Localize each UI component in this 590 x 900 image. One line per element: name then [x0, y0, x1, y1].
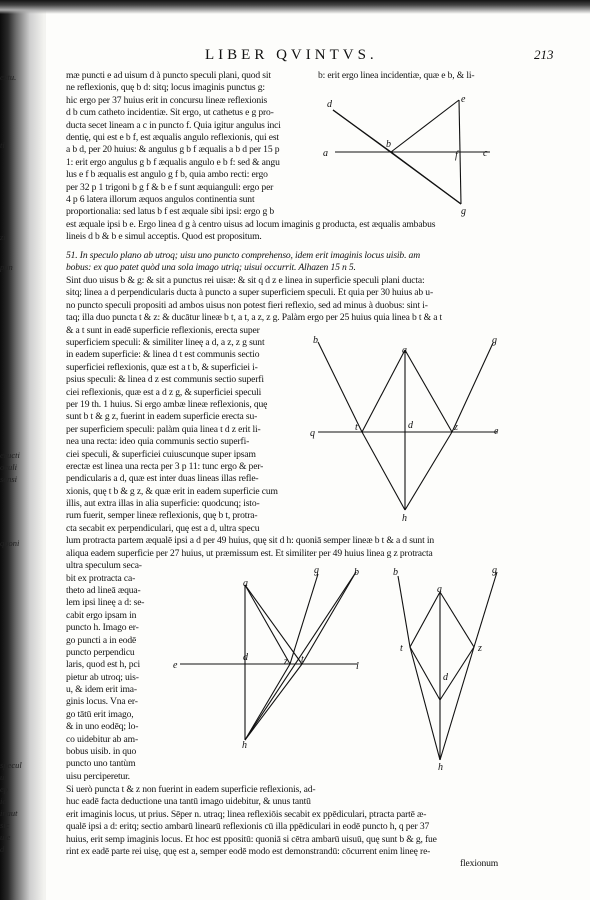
text-line: & in uno eodēq; lo-	[66, 721, 139, 733]
text-line: lineis d b & b e simul acceptis. Quod est propositum.	[66, 231, 262, 243]
text-line: in eadem superficie: & linea d t est communis sectio	[66, 349, 260, 361]
fig2-label: q	[310, 428, 315, 439]
text-line: cabit ergo ipsam in	[66, 609, 137, 621]
fig2-label: d	[408, 420, 413, 431]
fig3-label: e	[173, 660, 178, 671]
text-line: huc eadē facta deductione una tantū imago uidebitur, & unus tantū	[66, 796, 311, 808]
margin-note: pun	[0, 262, 13, 272]
text-line: u, & idem erit ima-	[66, 684, 137, 696]
margin-note: id	[0, 796, 7, 806]
text-line: psius speculi: & linea d z est communis sectio superfi	[66, 374, 264, 386]
text-line: ne reflexionis, quę b d: sitq; locus imaginis punctus g:	[66, 82, 265, 94]
text-line: xionis, quę t b & g z, & quæ erit in eadem superficie cum	[66, 485, 278, 497]
margin-note: ti	[0, 140, 5, 150]
text-line: pendicularis a d, quæ est inter duas lineas illas refle-	[66, 473, 259, 485]
text-line: puncto uno tantùm	[66, 758, 136, 770]
text-line: nea una recta: ideo quia communis sectio superfi-	[66, 436, 250, 448]
text-line: est æquale ipsi b e. Ergo linea d g à centro uisus ad locum imaginis g producta, est æqualis ambabus	[66, 218, 436, 230]
text-line: per superficiem speculi: palàm quia linea t d z erit li-	[66, 423, 261, 435]
margin-note: ep	[0, 784, 9, 794]
margin-note: inaut	[0, 808, 18, 818]
text-line: bobus: ex quo patet quòd una sola imago utriq; uisui occurrit. Alhazen 15 n 5.	[66, 262, 356, 274]
text-line: 4 p 6 latera illorum æquos angulos continentia sunt	[66, 193, 255, 205]
fig4-label: b	[393, 567, 398, 578]
text-line: ultra speculum seca-	[66, 560, 142, 572]
fig2-label: a	[402, 345, 407, 356]
text-line: ciei speculi, & superficiei cuiuscunque super ipsam	[66, 448, 256, 460]
text-line: go tātū erit imago,	[66, 708, 134, 720]
fig2-label: z	[454, 422, 458, 433]
text-line: bit ex protracta ca-	[66, 572, 136, 584]
fig2-label: h	[402, 513, 407, 524]
text-line: rint ex eadē parte rei uisę, quę est a, semper eodē modo est demonstrandū: cōcurrent enim lineę re-	[66, 845, 431, 857]
fig1-label: f	[455, 150, 458, 161]
text-line: per 32 p 1 trigoni b g f & b e f sunt æquianguli: ergo per	[66, 181, 274, 193]
text-line: taq; illa duo puncta t & z: & ducātur lineæ b t, a t, a z, z g. Palàm ergo per 25 huius quia linea b t & a t	[66, 312, 443, 324]
text-line: a b d, per 20 huius: & angulus g b f æqualis a b d per 15 p	[66, 144, 280, 156]
fig2-label: e	[494, 426, 499, 437]
text-block-1-tail: b: erit ergo linea incidentiæ, quæ e b, & li-	[318, 70, 475, 81]
text-line: go puncti a in eodē	[66, 634, 137, 646]
text-line: Si uerò puncta t & z non fuerint in eadem superficie reflexionis, ad-	[66, 784, 316, 795]
text-line: dentię, qui est e b f, est æqualis angulo reflexionis, qui est	[66, 131, 279, 143]
margin-note: oculi	[0, 462, 17, 472]
text-line: per 19 th. 1 huius. Si ergo ambæ lineæ reflexionis, quę	[66, 398, 268, 410]
margin-note: d	[0, 844, 5, 854]
margin-note: quoni	[0, 538, 20, 548]
text-line: ciei reflexionis, quæ est a d z g, & superficiei speculi	[66, 386, 262, 398]
fig4-label: t	[400, 643, 403, 654]
text-line: lus e f b æqualis est angulo g f b, quia ambo recti: ergo	[66, 169, 268, 181]
fig1-label: e	[461, 94, 466, 105]
text-line: lum protracta partem æqualē ipsi a d per 49 huius, quę sit d h: quoniā semper lineæ b t & a d sunt in	[66, 535, 434, 547]
text-line: lem ipsi lineę a d: se-	[66, 597, 145, 609]
text-line: qualē ipsi a d: eritq; sectio ambarū linearū reflexionis cū illa ppēdiculari in eodē puncto h, q per 37	[66, 821, 430, 833]
text-line: Sint duo uisus b & g: & sit a punctus rei uisæ: & sit q d z e linea in superficie speculi plani ducta:	[66, 275, 425, 286]
fig1-label: g	[461, 206, 466, 217]
text-line: rum fuerit, semper lineæ reflexionis, quę b t, protra-	[66, 510, 258, 522]
fig3-label: l	[356, 661, 359, 672]
text-line: no puncto speculi propositi ad ambos uisus non potest fieri reflexio, sed ad minus à duobus: sint i-	[66, 299, 428, 311]
text-line: erectæ est linea una recta per 3 p 11: tunc ergo & per-	[66, 460, 264, 472]
text-line: pietur ab utroq; uis-	[66, 671, 139, 683]
text-line: ginis locus. Vna er-	[66, 696, 138, 708]
text-line: mæ puncti e ad uisum d à puncto speculi plani, quod sit	[66, 70, 271, 81]
text-line: huius, erit semp imaginis locus. Et hoc est ppositū: quoniā si cētra ambarū uisuū, quę sunt b & g, fue	[66, 833, 437, 845]
fig3-label: d	[243, 652, 248, 663]
running-header: LIBER QVINTVS.	[205, 47, 378, 63]
margin-note: specul	[0, 760, 22, 770]
text-line: laris, quod est h, pci	[66, 659, 140, 671]
margin-note: zi	[0, 232, 6, 242]
fig2-label: b	[313, 335, 318, 346]
margin-note: sensi	[0, 474, 17, 484]
text-line: d b cum catheto incidentiæ. Sit ergo, ut cathetus e g pro-	[66, 107, 274, 119]
text-line: & a t sunt in eadē superficie reflexionis, erecta super	[66, 324, 260, 336]
text-line: theto ad lineā æqua-	[66, 584, 141, 596]
text-line: superficiem speculi: & similiter lineę a d, a z, z g sunt	[66, 336, 265, 348]
text-line: 51. In speculo plano ab utroq; uisu uno puncto comprehenso, idem erit imaginis locus uisib. am	[66, 250, 420, 261]
text-line: co uidebitur ab am-	[66, 733, 139, 745]
text-line: illis, aut extra illas in alia superficie: quodcunq; isto-	[66, 498, 260, 510]
fig4-lines	[398, 572, 497, 760]
text-line: aliqua eadem superficie per 27 huius, ut præmissum est. Et similiter per 49 huius linea g z protracta	[66, 547, 433, 559]
catchword: flexionum	[460, 858, 499, 870]
fig2-label: t	[355, 422, 358, 433]
text-line: cta secabit ex perpendiculari, quę est a d, ultra specu	[66, 522, 260, 534]
text-line: hic ergo per 37 huius erit in concursu lineæ reflexionis	[66, 94, 268, 106]
fig1-label: c	[483, 148, 488, 159]
fig2-label: g	[492, 335, 497, 346]
fig4-label: h	[438, 762, 443, 773]
text-line: superficiei reflexionis, quæ est a t b, & superficiei i-	[66, 361, 258, 373]
fig3-label: b	[354, 567, 359, 578]
text-line: sitq; linea a d perpendicularis ducta à puncto a super superficiem speculi. Et quia per 30 huius ab u-	[66, 287, 433, 299]
fig4-label: d	[443, 672, 448, 683]
fig4-label: z	[478, 643, 482, 654]
fig4-label: g	[492, 565, 497, 576]
fig3-label: h	[242, 740, 247, 751]
fig3-label: a	[243, 578, 248, 589]
text-line: sunt b t & g z, fuerint in eadem superficie erecta su-	[66, 411, 258, 423]
margin-note: eructi	[0, 450, 20, 460]
fig1-label: b	[386, 139, 391, 150]
margin-note: sic	[0, 820, 10, 830]
margin-note: ui	[0, 772, 7, 782]
fig3-label: t	[301, 654, 304, 665]
fig3-label: z	[284, 656, 288, 667]
fig1-label: a	[323, 148, 328, 159]
text-line: erit imaginis locus, ut prius. Sēper n. utraq; linea reflexiōis secabit ex ppēdiculari, ptracta partē æ-	[66, 808, 427, 820]
margin-note: ule	[0, 832, 11, 842]
margin-note: extu.	[0, 72, 17, 82]
text-line: 1: erit ergo angulus g b f æqualis angulo e b f: sed & angu	[66, 156, 280, 168]
text-line: puncto h. Imago er-	[66, 622, 139, 634]
text-line: proportionalia: sed latus b f est æquale sibi ipsi: ergo g b	[66, 206, 274, 218]
text-line: ducta secet lineam a c in puncto f. Quia igitur angulus inci	[66, 119, 281, 131]
page-number: 213	[534, 47, 554, 62]
fig3-label: g	[314, 565, 319, 576]
fig4-label: a	[437, 584, 442, 595]
text-line: bobus uisib. in quo	[66, 746, 137, 758]
text-line: puncto perpendicu	[66, 646, 135, 658]
text-line: uisu perciperetur.	[66, 770, 130, 782]
fig1-label: d	[327, 99, 332, 110]
